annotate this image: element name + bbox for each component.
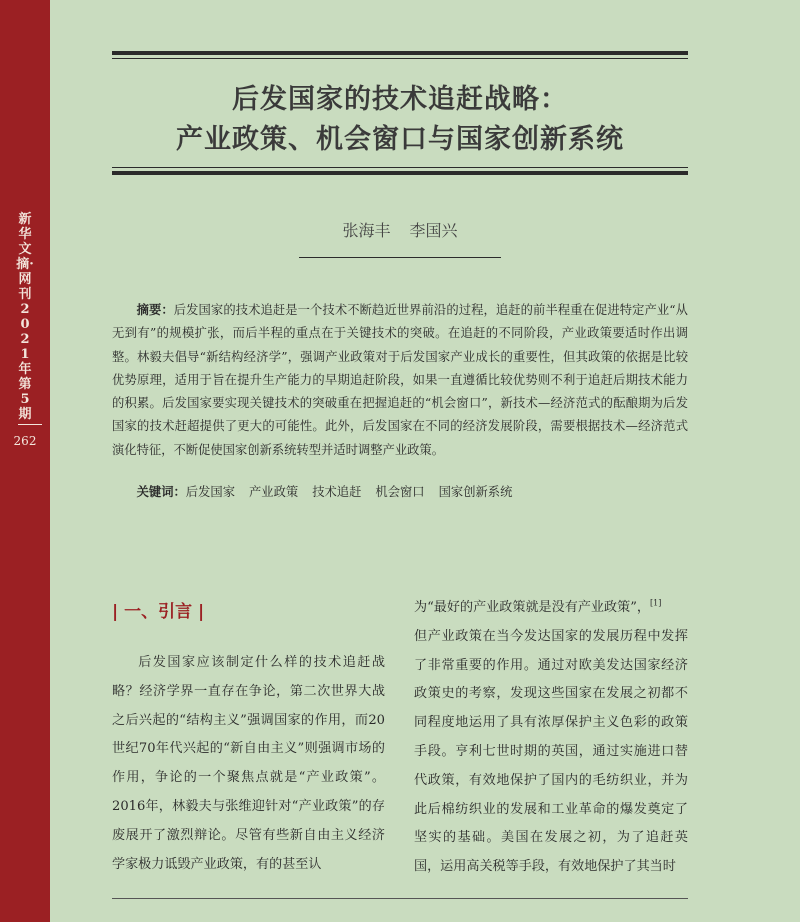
keywords	[112, 481, 688, 504]
keyword: 产业政策	[249, 485, 299, 499]
authors-underline	[299, 257, 501, 258]
abstract-text: 后发国家的技术追赶是一个技术不断趋近世界前沿的过程，追赶的前半程重在促进特定产业“从无到有”的规模扩张，而后半程的重点在于关键技术的突破。在追赶的不同阶段，产业政策要适时作出调整。林毅夫倡导“新结构经济学”，强调产业政策对于后发国家产业成长的重要性，但其政策的依据是比较优势原理，适用于旨在提升生产能力的早期追赶阶段，如果一直遵循比较优势则不利于追赶后期技术能力的积累。后发国家要实现关键技术的突破重在把握追赶的“机会窗口”，新技术—经济范式的酝酿期为后发国家的技术赶超提供了更大的可能性。此外，后发国家在不同的经济发展阶段，需要根据技术—经济范式演化特征，不断促使国家创新系统转型并适时调整产业政策。	[112, 303, 688, 457]
body-right-start: 为“最好的产业政策就是没有产业政策”，	[414, 600, 650, 615]
keywords-label: 关键词：	[136, 485, 186, 499]
article-authors: 张海丰 李国兴	[342, 221, 458, 240]
title-top-rule-thick	[112, 51, 688, 55]
article-title-line2: 产业政策、机会窗口与国家创新系统	[176, 124, 624, 155]
page-number: 262	[13, 434, 37, 448]
keyword: 技术追赶	[312, 485, 362, 499]
footnote-reference: [1]	[649, 598, 662, 608]
title-bottom-rule-thin	[112, 167, 688, 168]
body-column-left: 后发国家应该制定什么样的技术追赶战略？经济学界一直存在争论，第二次世界大战之后兴起的“结构主义”强调国家的作用，而20世纪70年代兴起的“新自由主义”则强调市场的作用，争论的一个聚焦点就是“产业政策”。2016年，林毅夫与张维迎针对“产业政策”的存废展开了激烈辩论。尽管有些新自由主义经济学家极力诋毁产业政策，有的甚至认	[112, 655, 385, 872]
journal-sidebar	[0, 0, 50, 922]
body-right-rest: 但产业政策在当今发达国家的发展历程中发挥了非常重要的作用。通过对欧美发达国家经济政策史的考察，发现这些国家在发展之初都不同程度地运用了具有浓厚保护主义色彩的政策手段。亨利七世时期的英国，通过实施进口替代政策，有效地保护了国内的毛纺织业，并为此后棉纺织业的发展和工业革命的爆发奠定了坚实的基础。美国在发展之初，为了追赶英国，运用高关税等手段，有效地保护了其当时	[414, 628, 688, 875]
journal-issue-label: 新华文摘·网刊2021年第5期	[16, 212, 34, 422]
abstract	[112, 299, 688, 462]
title-top-rule-thin	[112, 58, 688, 59]
body-column-right	[414, 594, 688, 882]
abstract-label: 摘要：	[136, 303, 174, 317]
keyword: 国家创新系统	[438, 485, 513, 499]
keyword: 机会窗口	[375, 485, 425, 499]
section-heading-introduction: | 一、引言 |	[112, 602, 205, 622]
title-bottom-rule-thick	[112, 171, 688, 175]
article-title-line1: 后发国家的技术追赶战略：	[232, 84, 568, 115]
keyword: 后发国家	[185, 485, 235, 499]
sidebar-divider	[18, 424, 42, 425]
page-bottom-rule	[112, 898, 688, 899]
